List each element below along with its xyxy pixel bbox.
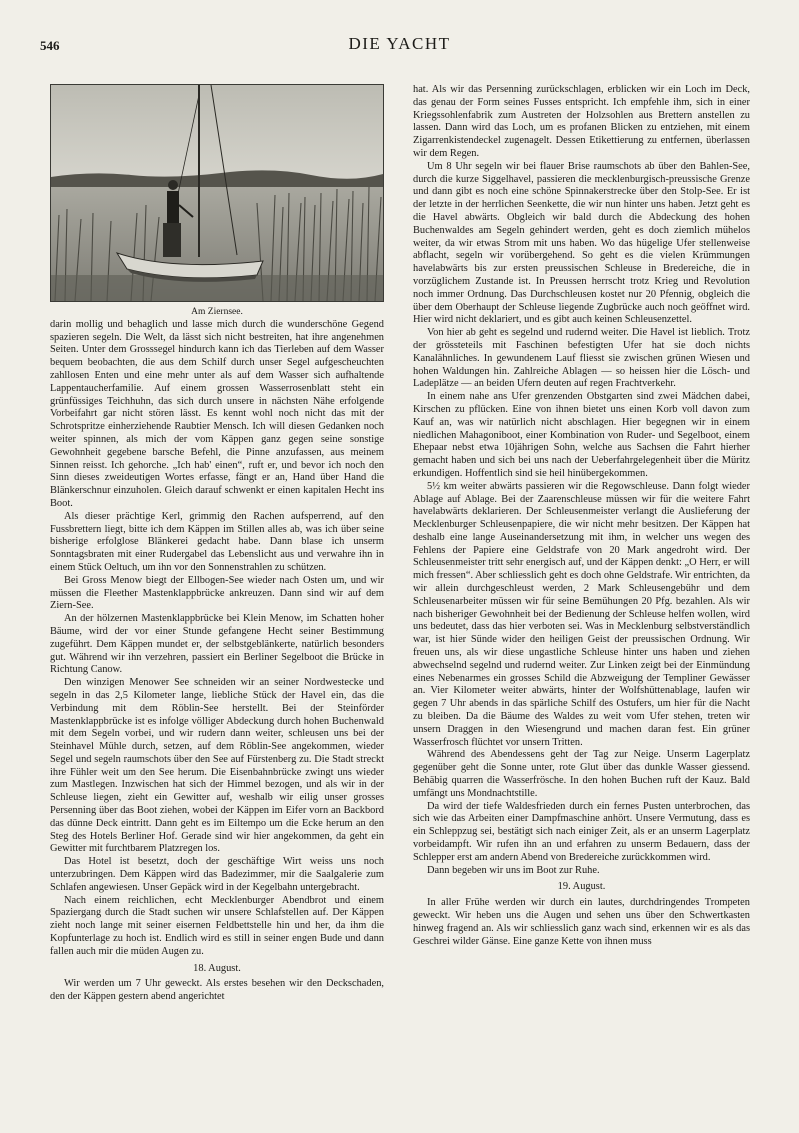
- left-paragraph-7: Nach einem reichlichen, echt Mecklenburger Abendbrot und einem Spaziergang durch die Stadt suchen wir unsere Schlafstellen auf. Der Käppen zieht noch lange mit seiner eisernen Feldbettstelle hin und her, da ihm die Kopfunterlage zu hoch ist. Endlich wird es still in seiner engen Bude und dann fallen auch mir die müden Augen zu.: [50, 894, 384, 957]
- left-paragraph-6: Das Hotel ist besetzt, doch der geschäftige Wirt weiss uns noch unterzubringen. Dem Käppen wird das Badezimmer, mir die Saalgalerie zum Schlafen angewiesen. Unser Gepäck wird in der Kegelbahn untergebracht.: [50, 856, 384, 893]
- left-paragraph-4: An der hölzernen Mastenklappbrücke bei Klein Menow, im Schatten hoher Bäume, wird der vor einer Stunde gefangene Hecht seiner Bestimmung zugeführt. Dem Käppen mundet er, der selbstgeblänkerte, natürlich besonders gut. Während wir ihn verzehren, passiert ein Berliner Segelboot die Brücke in Richtung Canow.: [50, 613, 384, 676]
- right-paragraph-4: In einem nahe ans Ufer grenzenden Obstgarten sind zwei Mädchen dabei, Kirschen zu pflücken. Eine von ihnen bietet uns einen Korb voll davon zum Kauf an, was wir natürlich nicht abschlagen. Hier begegnen wir in einem niedlichen Mahagoniboot, einer Kombination von Ruder- und Segelboot, einem Ehepaar nebst etwa 10jährigen Sohn, welche aus Sachsen die Fahrt hierher gemacht haben und sich bei uns nach der Ueberfahrgelegenheit über die Müritz erkundigen. Hoffentlich sind sie heil hinübergekommen.: [413, 391, 750, 479]
- left-paragraph-8: Wir werden um 7 Uhr geweckt. Als erstes besehen wir den Deckschaden, den der Käppen gestern abend angerichtet: [50, 978, 384, 1003]
- left-paragraph-3: Bei Gross Menow biegt der Ellbogen-See wieder nach Osten um, und wir müssen die Fleether Mastenklappbrücke ankreuzen. Dann sind wir auf dem Ziern-See.: [50, 574, 384, 612]
- left-column: [50, 84, 384, 1004]
- date-heading-18-august: 18. August.: [193, 962, 241, 974]
- right-paragraph-7: Da wird der tiefe Waldesfrieden durch ein fernes Pusten unterbrochen, das sich wie das Arbeiten einer Dampfmaschine anhört. Unsere Vermutung, dass es ein Schleppzug sei, bestätigt sich nach einiger Zeit, als er an unserm Lagerplatz vorbeidampft. Wir rufen ihn an und erfahren zu unserm Bedauern, dass der Schlepper erst am andern Abend von Bredereiche zurückkommen wird.: [413, 800, 750, 863]
- photo-boat-in-reeds: [50, 84, 384, 302]
- running-title: DIE YACHT: [348, 34, 451, 53]
- right-paragraph-3: Von hier ab geht es segelnd und rudernd weiter. Die Havel ist lieblich. Trotz der grössteteils mit Faschinen befestigten Ufer hat sie doch nichts Kanalähnliches. In gewundenem Lauf fliesst sie zwischen grünen Wiesen und hohen Waldungen hin. Zahlreiche Ablagen — so heissen hier die Lösch- und Ladeplätze — an beiden Ufern deuten auf regen Frachtverkehr.: [413, 327, 750, 390]
- right-paragraph-2: Um 8 Uhr segeln wir bei flauer Brise raumschots ab über den Bahlen-See, durch die kurze Siggelhavel, passieren die mecklenburgisch-preussische Grenze und dann gibt es noch eine schöne Spinnakerstrecke über den Stolp-See. Er ist der letzte in der herrlichen Seenkette, die wir nun hinter uns haben. Jetzt geht es die Havel abwärts. Obgleich wir bald durch die Abdeckung des hohen Buchenwaldes am Segeln gehindert werden, geht es doch ziemlich mühelos weiter, da wir etwas Strom mit uns haben. Wo das hügelige Ufer stellenweise abflacht, segeln wir vorübergehend. So geht es die vielen Krümmungen havelabwärts bis zur ersten preussischen Schleuse in Bredereiche, die in vorzüglichem Zustande ist. In Preussen herrscht trotz Krieg und Revolution noch immer Ordnung. Das Durchschleusen kostet nur 20 Pfennig, obgleich die über dem Oberhaupt der Schleuse liegende Zugbrücke auch noch geöffnet wird. Hier wird nicht deklariert, und es gibt auch keinen Schleusenzettel.: [413, 160, 750, 326]
- left-paragraph-2: Als dieser prächtige Kerl, grimmig den Rachen aufsperrend, auf den Fussbrettern liegt, bitte ich dem Käppen im Stillen alles ab, was ich über seine bisherige erfolglose Blänkerei gedacht habe. Dann blase ich unserm Sonntagsbraten mit einer Rudergabel das Lebenslicht aus und verwahre ihn in einem Stück Oeltuch, um ihn vor den Sonnenstrahlen zu schützen.: [50, 510, 384, 573]
- photo-illustration: [51, 85, 383, 301]
- date-heading-19-august: 19. August.: [557, 881, 606, 893]
- right-paragraph-6: Während des Abendessens geht der Tag zur Neige. Unserm Lagerplatz gegenüber geht die Sonne unter, rote Glut über das dunkle Wasser giessend. Behäbig quarren die Wasserfrösche. In den hohen Buchen ruft der Kauz. Bald umfängt uns Mondnachtstille.: [413, 749, 750, 799]
- left-paragraph-5: Den winzigen Menower See schneiden wir an seiner Nordwestecke und segeln in das 2,5 Kilometer lange, liebliche Stück der Havel ein, das die Verbindung mit dem Röblin-See herstellt. Bei der Steinförder Mastenklappbrücke ist es infolge völliger Abdeckung durch hohen Buchenwald mit dem Segeln vorbei, und wir rudern dann weiter, schleusen uns bei der Steinhavel Mühle durch, setzen, auf dem Röblin-See angekommen, wieder Segel und segeln raumschots über den See auf Fürstenberg zu. Die Stadt streckt ihre Fühler weit um den See herum. Die Eisenbahnbrücke zwingt uns wieder zum Mastlegen. Inzwischen hat sich der Himmel bezogen, und als wir in der Schleuse liegen, zieht ein Gewitter auf, weshalb wir eilig unser grosses Persenning über das Boot ziehen, wobei der Käppen im Eifer vorn an Backbord das dünne Deck eintritt. Dann geht es im Eiltempo um die Ecke herum an den Steg des Hotels Berliner Hof. Gerade sind wir hier angekommen, da geht ein Gewitter mit furchtbarem Platzregen los.: [50, 677, 384, 855]
- right-paragraph-1: hat. Als wir das Persenning zurückschlagen, erblicken wir ein Loch im Deck, das genau der Form seines Fusses entspricht. Ich empfehle ihm, sich in einer Kriegssohlenfabrik zum Austreten der Holzsohlen aus Brettern anstellen zu lassen. Dann wird das Loch, um es profanen Blicken zu entziehen, mit einem Zigarrenkistendeckel zugenagelt. Dessen Etikettierung zu entfernen, überlassen wir dem Regen.: [413, 84, 750, 159]
- right-paragraph-9: In aller Frühe werden wir durch ein lautes, durchdringendes Trompeten geweckt. Wir heben uns die Augen und sehen uns über den Schwertkasten hinweg fragend an. Als wir schliesslich ganz wach sind, erkennen wir es als das Geschrei wilder Gänse. Eine ganze Kette von ihnen muss: [413, 897, 750, 947]
- right-column: [413, 84, 750, 948]
- figure-caption: Am Ziernsee.: [191, 307, 243, 317]
- right-paragraph-8: Dann begeben wir uns im Boot zur Ruhe.: [427, 864, 600, 876]
- page-number: 546: [40, 38, 60, 53]
- left-paragraph-1: darin mollig und behaglich und lasse mich durch die wunderschöne Gegend spazieren segeln. Die Welt, da lässt sich nicht bestreiten, hat ihre angenehmen Seiten. Unter dem Grosssegel hindurch kann ich das Tierleben auf dem Wasser bequem beobachten, die aus dem Schilf durch unser Segel aufgescheuchten zahllosen Enten und eine mehr unter als auf dem Wasser sich aufhaltende Lappentaucherfamilie. Auf einem grossen Wasserrosenblatt steht ein grünfüssiges Teichhuhn, das sich durch unsere in nächsten Nähe erfolgende Vorbeifahrt gar nicht stören lässt. Es kennt wohl noch nicht das mit der Schrotspritze einherziehende Raubtier Mensch. Ich will diesen Gedanken noch weiter spinnen, als mich der vom Käppen ganz gegen seine sonstige Gewohnheit gegebene barsche Befehl, die Pinne anzufassen, aus meinem Sinnen reisst. Ich gehorche. „Ich hab' einen“, ruft er, und bevor ich noch den Sinn dieses zweideutigen Wortes erfasse, fängt er an, Hand über Hand die Blänkerschnur einzuholen. Gleich darauf schwenkt er einen kapitalen Hecht ins Boot.: [50, 318, 384, 509]
- right-paragraph-5: 5½ km weiter abwärts passieren wir die Regowschleuse. Dann folgt wieder Ablage auf Ablage. Bei der Zaarenschleuse müssen wir für die weitere Fahrt havelabwärts deklarieren. Der Schleusenmeister verlangt die Auslieferung der Mecklenburger Schleusenpapiere, die wir nicht mehr besitzen. Der Käppen hat deshalb eine lange Auseinandersetzung mit ihm, in welcher uns wegen des Fehlens der Papiere eine Geldstrafe von 20 Mark angedroht wird. Der Schleusenmeister tritt sehr energisch auf, und der Käppen denkt: „O Herr, er will mich fressen“. Aber schliesslich geht es doch ohne Geldstrafe. Wir entrichten, da wir allein durchgeschleust werden, 2 Mark Schleusengebühr und dem Schleusenarbeiter müssen wir für seine Bemühungen 20 Pfg. bezahlen. Als wir nach bisheriger Gewohnheit bei der Bedienung der Schleuse helfen wollen, wird uns bedeutet, dass das hier verboten sei. Was in Mecklenburg selbstverständlich war, ist hier Sünde wider den heiligen Geist der preussischen Ordnung. Wir freuen uns, als wir diese ungastliche Schleuse hinter uns haben und ziehen abwechselnd segelnd und rudernd weiter. Zur Linken zeigt bei der Einmündung eines Nebenarmes ein grosses Schild die Abzweigung der Templiner Gewässer an. Vier Kilometer weiter abwärts, hinter der Wolfshüttenablage, laufen wir gegen 7 Uhr abends in das spärliche Schilf des Ostufers, um hier für die Nacht zu bleiben. Da die Bäume des Waldes zu weit vom Ufer stehen, treten wir unsern Draggen in den Wiesengrund und machen daran fest. Ein grüner Wasserfrosch flüchtet vor unsern Tritten.: [413, 480, 750, 748]
